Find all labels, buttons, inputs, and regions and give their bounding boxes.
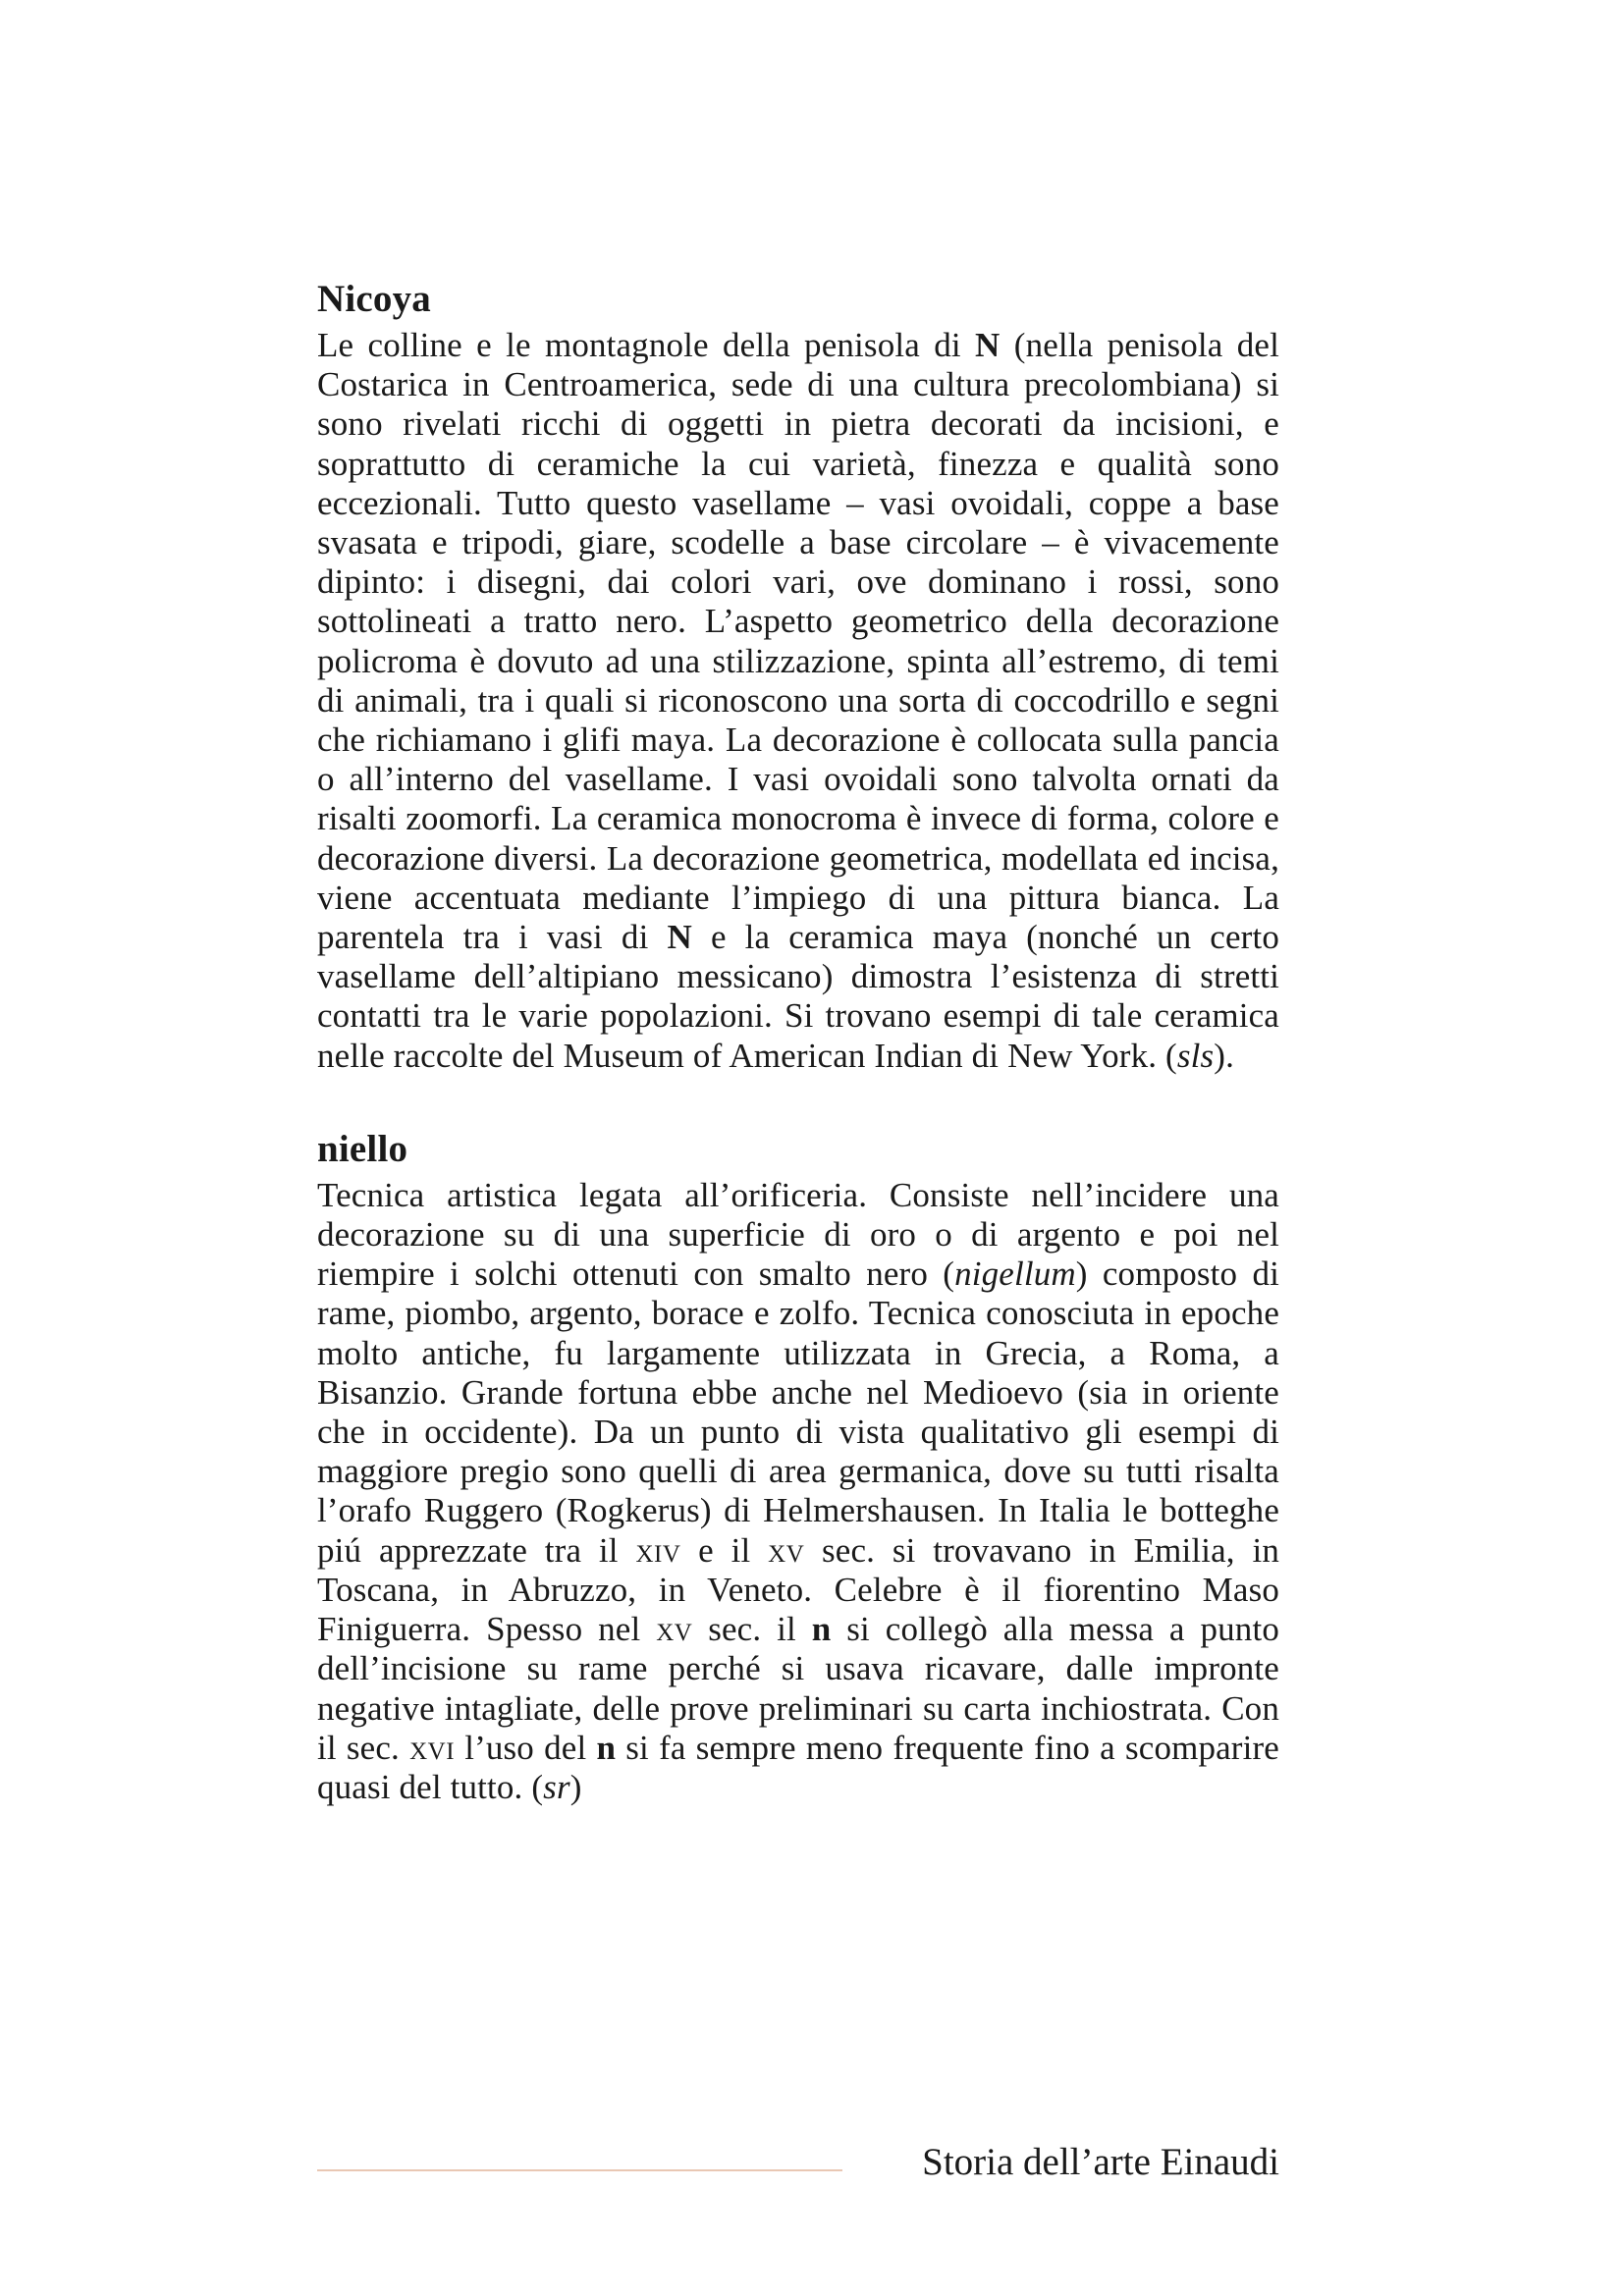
entry-body — [317, 1176, 1279, 1807]
entry-title: Nicoya — [317, 278, 432, 320]
century-numeral: xv — [768, 1530, 805, 1570]
century-numeral: xiv — [635, 1530, 681, 1570]
entry-text: e la ceramica maya (nonché un certo vasellame dell’altipiano messicano) dimostra l’esistenza di stretti contatti tra le varie popolazioni. Si trovano esempi di tale ceramica nelle raccolte del Museum of American Indian di New York. ( — [317, 918, 1280, 1075]
entry-italic-text: nigellum — [954, 1255, 1076, 1294]
entry-keyword: N — [667, 918, 692, 957]
entry-italic-text: sr — [543, 1767, 570, 1806]
entry-keyword: n — [811, 1610, 832, 1649]
entry-text: ). — [1214, 1036, 1234, 1075]
entry-text: ) composto di rame, piombo, argento, borace e zolfo. Tecnica conosciuta in epoche molto antiche, fu largamente utilizzata in Grecia, a Roma, a Bisanzio. Grande fortuna ebbe anche nel Medioevo (sia in oriente che in occidente). Da un punto di vista qualitativo gli esempi di maggiore pregio sono quelli di area germanica, dove su tutti risalta l’orafo Ruggero (Rogkerus) di Helmershausen. In Italia le botteghe piú apprezzate tra il — [317, 1255, 1279, 1570]
entry-text: sec. si trovavano in Emilia, in Toscana, in Abruzzo, in Veneto. Celebre è il fiorentino Maso Finiguerra. Spesso nel — [317, 1530, 1279, 1649]
entry-keyword: n — [596, 1728, 617, 1767]
document-content — [317, 277, 1279, 1807]
footer-rule — [317, 2169, 842, 2171]
entry-text: l’uso del — [455, 1728, 597, 1767]
entry-italic-text: sls — [1176, 1036, 1215, 1075]
page-footer — [317, 2140, 1279, 2189]
entry-text: Le colline e le montagnole della penisola di — [317, 326, 976, 364]
century-numeral: xvi — [409, 1728, 456, 1767]
entry-niello — [317, 1127, 1279, 1807]
century-numeral: xv — [656, 1610, 693, 1649]
entry-text: e il — [680, 1530, 769, 1570]
entry-text: Tecnica artistica legata all’orificeria. Consiste nell’incidere una decorazione su di una superficie di oro o di argento e poi nel riempire i solchi ottenuti con smalto nero ( — [317, 1175, 1279, 1294]
entry-text: (nella penisola del Costarica in Centroamerica, sede di una cultura precolombiana) si sono rivelati ricchi di oggetti in pietra decorati da incisioni, e soprattutto di ceramiche la cui varietà, finezza e qualità sono eccezionali. Tutto questo vasellame – vasi ovoidali, coppe a base svasata e tripodi, giare, scodelle a base circolare – è vivacemente dipinto: i disegni, dai colori vari, ove dominano i rossi, sono sottolineati a tratto nero. L’aspetto geometrico della decorazione policroma è dovuto ad una stilizzazione, spinta all’estremo, di temi di animali, tra i quali si riconoscono una sorta di coccodrillo e segni che richiamano i glifi maya. La decorazione è collocata sulla pancia o all’interno del vasellame. I vasi ovoidali sono talvolta ornati da risalti zoomorfi. La ceramica monocroma è invece di forma, colore e decorazione diversi. La decorazione geometrica, modellata ed incisa, viene accentuata mediante l’impiego di una pittura bianca. La parentela tra i vasi di — [317, 326, 1279, 957]
entry-title: niello — [317, 1127, 408, 1170]
entry-text: si collegò alla messa a punto dell’incisione su rame perché si usava ricavare, dalle impronte negative intagliate, delle prove preliminari su carta inchiostrata. Con il sec. — [317, 1610, 1279, 1767]
entry-keyword: N — [975, 326, 1001, 364]
entry-text: si fa sempre meno frequente fino a scomparire quasi del tutto. ( — [317, 1728, 1279, 1806]
entry-text: ) — [569, 1767, 582, 1806]
entry-body — [317, 326, 1279, 1076]
entry-nicoya — [317, 277, 1279, 1076]
entry-text: sec. il — [692, 1610, 812, 1649]
footer-publisher: Storia dell’arte Einaudi — [922, 2141, 1279, 2183]
